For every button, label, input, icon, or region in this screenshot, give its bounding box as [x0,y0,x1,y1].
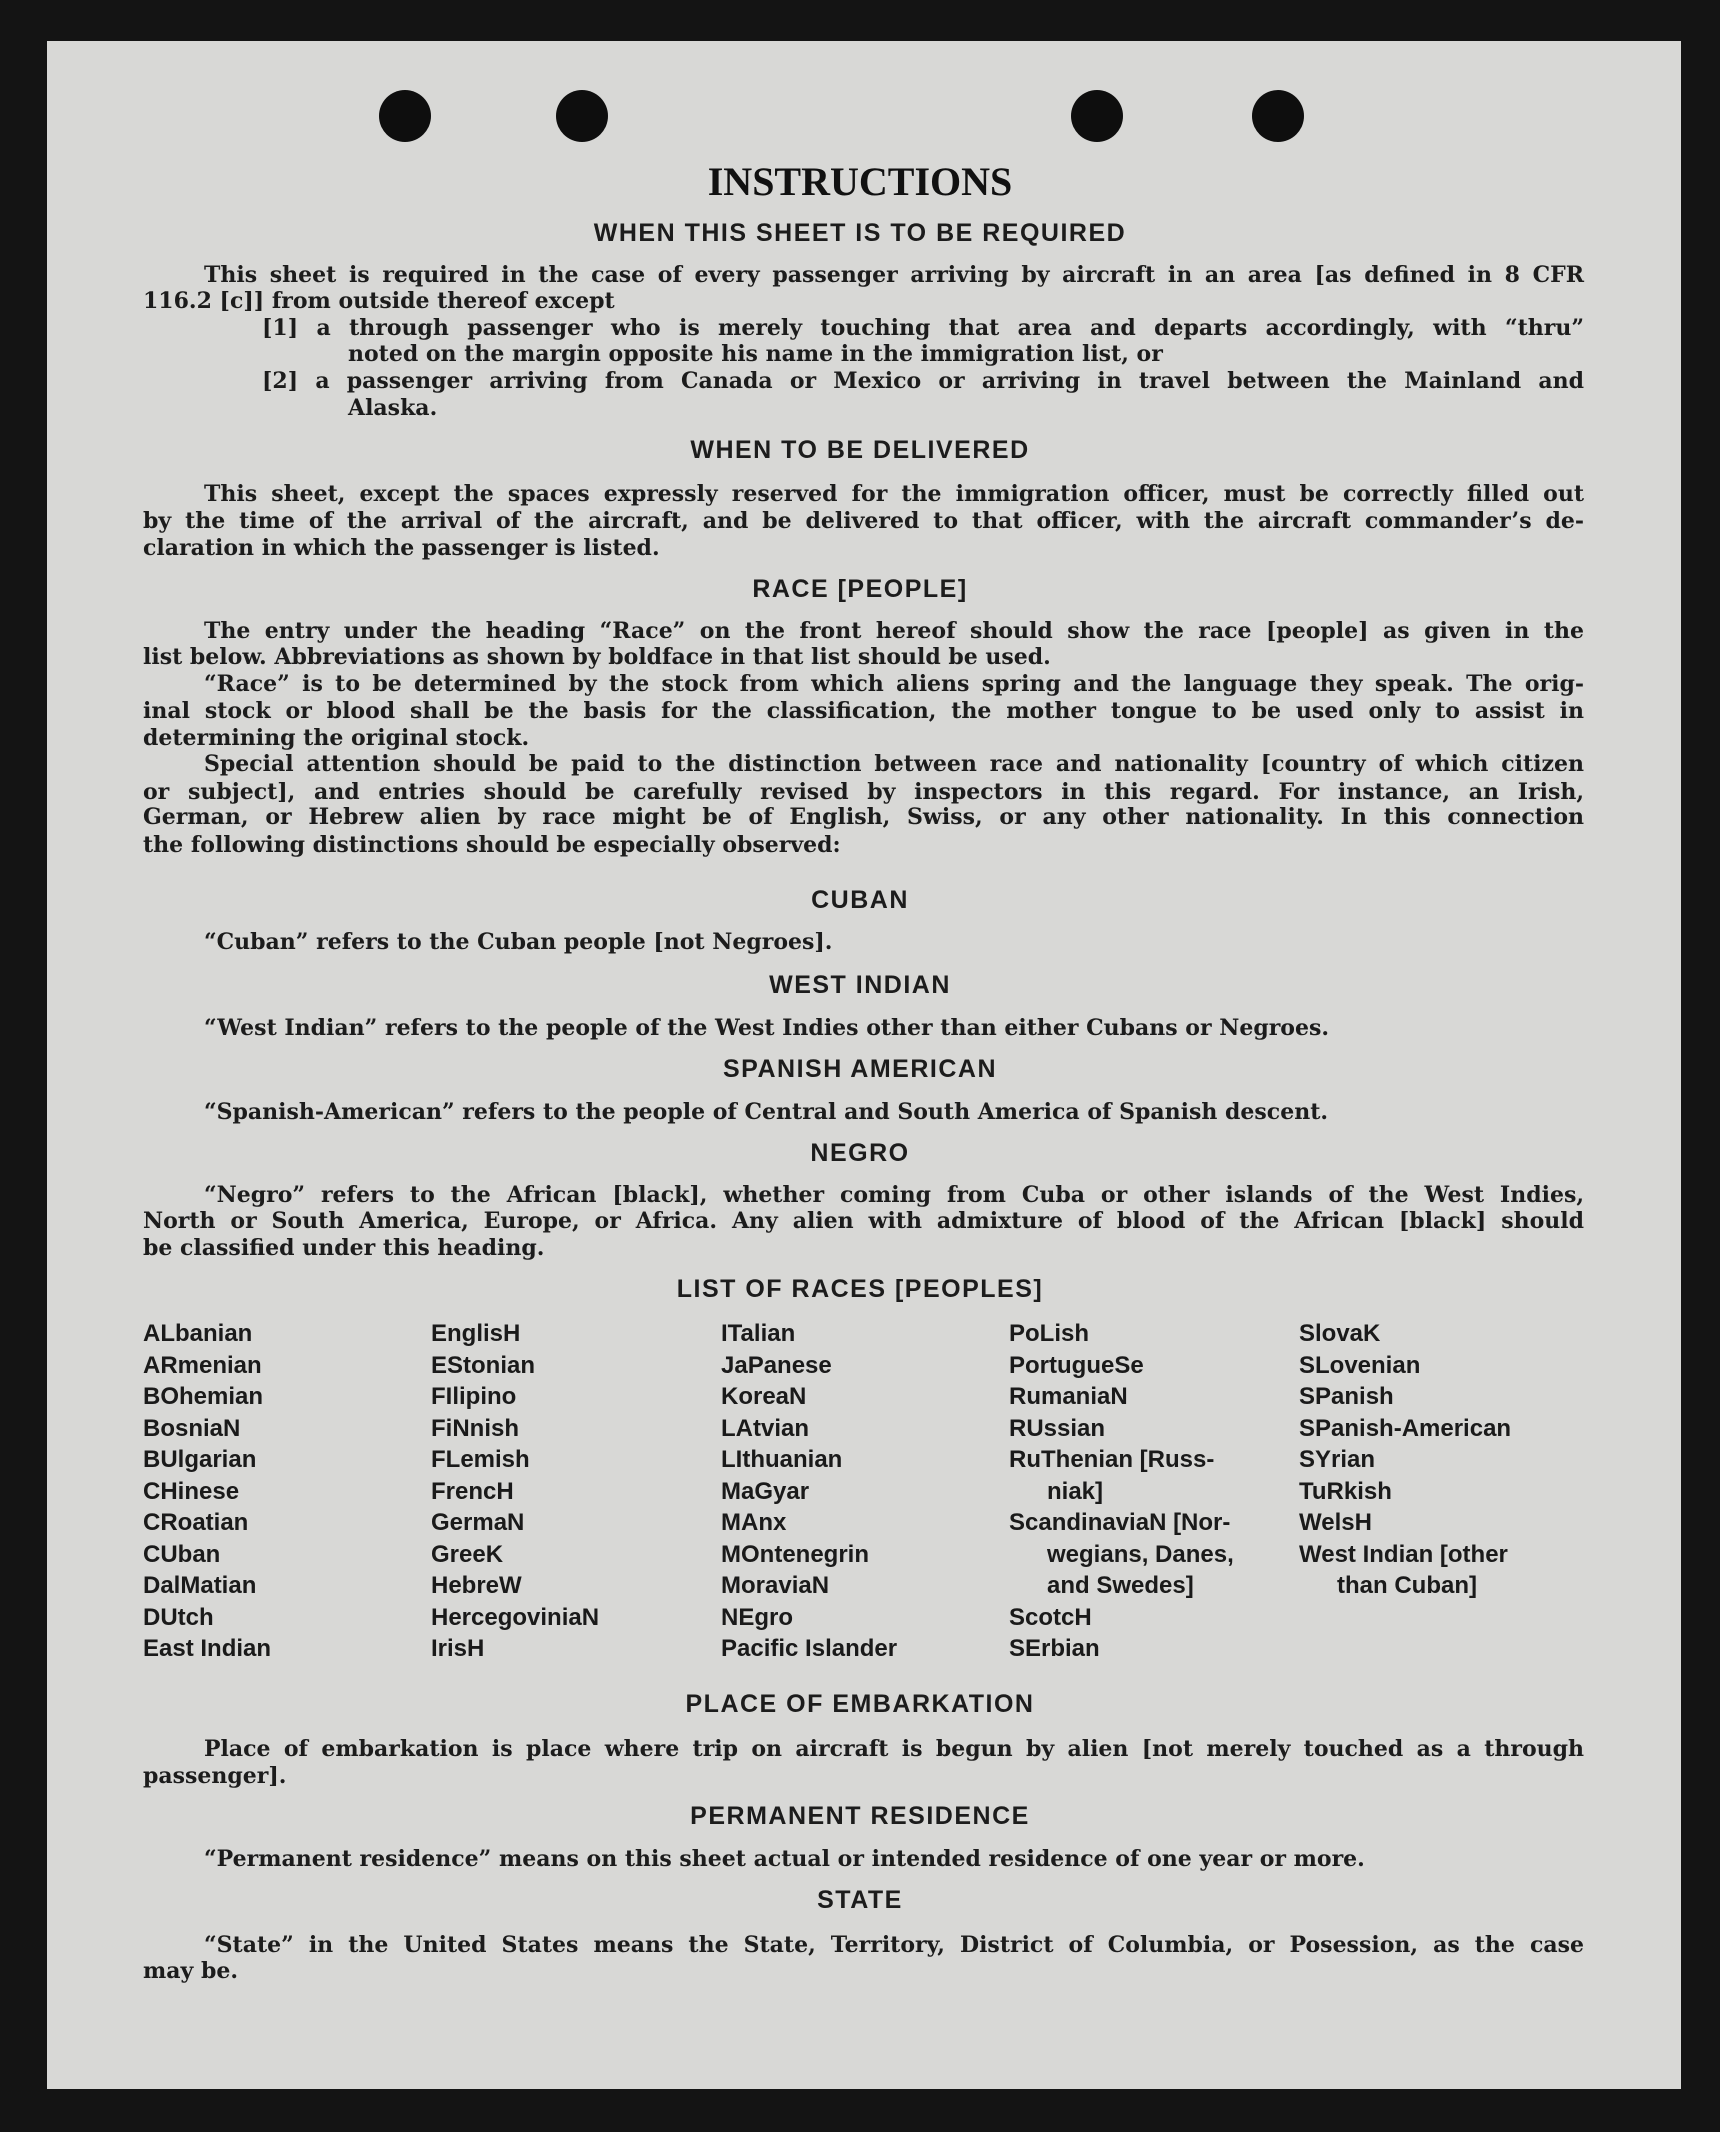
race-list-item: RUssian [1009,1414,1106,1442]
race-list-item: ARmenian [143,1351,262,1379]
punch-hole [1071,90,1123,142]
section-heading-residence: PERMANENT RESIDENCE [690,1802,1030,1830]
paragraph-line: noted on the margin opposite his name in the immigration list, or [348,341,1163,367]
paragraph-line: Special attention should be paid to the distinction between race and nationality [country of which citizen [204,751,1584,777]
race-list-item: than Cuban] [1337,1572,1477,1599]
race-list-item: RumaniaN [1009,1383,1128,1410]
race-list-item: JaPanese [721,1351,832,1379]
race-list-item: WelsH [1299,1509,1372,1536]
document-title: INSTRUCTIONS [707,159,1013,204]
paragraph-line: 116.2 [c]] from outside thereof except [143,288,615,314]
race-list-item: niak] [1047,1477,1104,1505]
section-heading-state: STATE [817,1886,903,1914]
section-heading-list-of-races: LIST OF RACES [PEOPLES] [676,1275,1044,1303]
race-list-item: BUlgarian [143,1446,257,1473]
race-list-column [143,1318,271,1665]
race-list-item: SPanish [1299,1383,1394,1410]
paragraph-line: The entry under the heading “Race” on the front hereof should show the race [people] as given in the [204,618,1584,644]
paragraph-line: or subject], and entries should be carefully revised by inspectors in this regard. For instance, an Irish, [143,779,1584,805]
race-list-item: ITalian [721,1320,796,1347]
race-list-item: FIlipino [431,1383,517,1410]
race-list-item: SlovaK [1299,1320,1381,1347]
race-list-item: DUtch [143,1603,214,1631]
race-list-item: FrencH [431,1477,514,1505]
race-list-item: NEgro [721,1603,793,1631]
race-list-item: RuThenian [Russ- [1009,1446,1215,1473]
race-list-item: PoLish [1009,1320,1090,1347]
paragraph-line: may be. [143,1958,239,1984]
race-list-item: SYrian [1299,1446,1376,1473]
paragraph-line: “West Indian” refers to the people of the West Indies other than either Cubans or Negroes. [204,1015,1330,1041]
paragraph-line: by the time of the arrival of the aircraft, and be delivered to that officer, with the aircraft commander’s de- [143,508,1584,534]
punch-hole [1252,90,1304,142]
race-list-item: IrisH [431,1635,485,1662]
race-list-item: BOhemian [143,1383,264,1410]
paragraph-line: determining the original stock. [143,725,530,751]
paragraph-line: be classified under this heading. [143,1235,545,1261]
paragraph-line: passenger]. [143,1763,287,1789]
paragraph-line: [2] a passenger arriving from Canada or Mexico or arriving in travel between the Mainland and [262,368,1584,394]
race-list-column [431,1318,599,1665]
race-list-column [1299,1318,1511,1602]
paragraph-line: Alaska. [348,395,438,421]
race-list-item: and Swedes] [1047,1572,1194,1599]
paragraph-line: claration in which the passenger is listed. [143,535,660,561]
race-list-item: GreeK [431,1540,504,1568]
race-list-item: West Indian [other [1299,1540,1508,1568]
race-list-item: BosniaN [143,1414,241,1442]
race-list-item: EnglisH [431,1320,521,1347]
race-list-item: GermaN [431,1509,525,1536]
section-heading-negro: NEGRO [810,1139,910,1167]
race-list-item: CHinese [143,1477,240,1505]
race-list-item: LAtvian [721,1414,810,1442]
race-list-column [721,1318,897,1665]
race-list-item: MOntenegrin [721,1540,869,1568]
section-heading-embarkation: PLACE OF EMBARKATION [685,1690,1035,1718]
race-list-item: CUban [143,1540,221,1568]
race-list-item: PortugueSe [1009,1351,1144,1379]
section-heading-race: RACE [PEOPLE] [752,575,968,603]
paragraph-line: the following distinctions should be especially observed: [143,832,841,858]
race-list-item: FLemish [431,1446,530,1473]
punch-hole [556,90,608,142]
race-list-item: MoraviaN [721,1572,830,1599]
race-list-item: FiNnish [431,1414,519,1442]
race-list-item: ALbanian [143,1320,253,1347]
paragraph-line: Place of embarkation is place where trip on aircraft is begun by alien [not merely touched as a through [204,1736,1584,1762]
section-heading-when-required: WHEN THIS SHEET IS TO BE REQUIRED [593,219,1127,247]
paragraph-line: “Spanish-American” refers to the people of Central and South America of Spanish descent. [204,1099,1329,1125]
section-heading-spanish-american: SPANISH AMERICAN [722,1055,997,1083]
race-list-item: East Indian [143,1635,272,1662]
race-list-item: SPanish-American [1299,1414,1512,1442]
race-list-item: KoreaN [721,1383,807,1410]
paragraph-line: inal stock or blood shall be the basis for the classification, the mother tongue to be used only to assist in [143,698,1584,724]
race-list-item: TuRkish [1299,1477,1392,1505]
race-list-item: MaGyar [721,1477,810,1505]
paragraph-line: This sheet is required in the case of every passenger arriving by aircraft in an area [as defined in 8 CFR [204,262,1584,288]
race-list-item: ScotcH [1009,1603,1092,1631]
punch-hole [379,90,431,142]
paragraph-line: “Cuban” refers to the Cuban people [not Negroes]. [204,929,833,955]
race-list-item: wegians, Danes, [1047,1540,1234,1568]
paragraph-line: North or South America, Europe, or Africa. Any alien with admixture of blood of the African [black] should [143,1208,1584,1234]
paragraph-line: “Negro” refers to the African [black], whether coming from Cuba or other islands of the West Indies, [204,1182,1584,1208]
race-list-item: CRoatian [143,1509,249,1536]
race-list-item: EStonian [431,1351,536,1379]
paragraph-line: “Race” is to be determined by the stock from which aliens spring and the language they speak. The orig- [204,671,1584,697]
race-list-item: HercegoviniaN [431,1603,600,1631]
section-heading-cuban: CUBAN [811,886,909,914]
paragraph-line: German, or Hebrew alien by race might be of English, Swiss, or any other nationality. In this connection [143,804,1584,830]
race-list-item: HebreW [431,1572,522,1599]
race-list-item: Pacific Islander [721,1635,898,1662]
paragraph-line: This sheet, except the spaces expressly reserved for the immigration officer, must be correctly filled out [204,481,1584,507]
section-heading-when-delivered: WHEN TO BE DELIVERED [690,436,1030,464]
paragraph-line: “Permanent residence” means on this sheet actual or intended residence of one year or more. [204,1846,1365,1872]
paragraph-line: [1] a through passenger who is merely touching that area and departs accordingly, with “thru” [262,315,1584,341]
race-list-item: DalMatian [143,1572,257,1599]
race-list-item: LIthuanian [721,1446,843,1473]
race-list-item: SLovenian [1299,1351,1421,1379]
section-heading-west-indian: WEST INDIAN [769,971,951,999]
paragraph-line: list below. Abbreviations as shown by boldface in that list should be used. [143,644,1051,670]
race-list-item: MAnx [721,1509,787,1536]
race-list-item: SErbian [1009,1635,1100,1662]
paragraph-line: “State” in the United States means the State, Territory, District of Columbia, or Posession, as the case [204,1932,1584,1958]
race-list-column [1009,1318,1234,1665]
race-list-item: ScandinaviaN [Nor- [1009,1509,1231,1536]
